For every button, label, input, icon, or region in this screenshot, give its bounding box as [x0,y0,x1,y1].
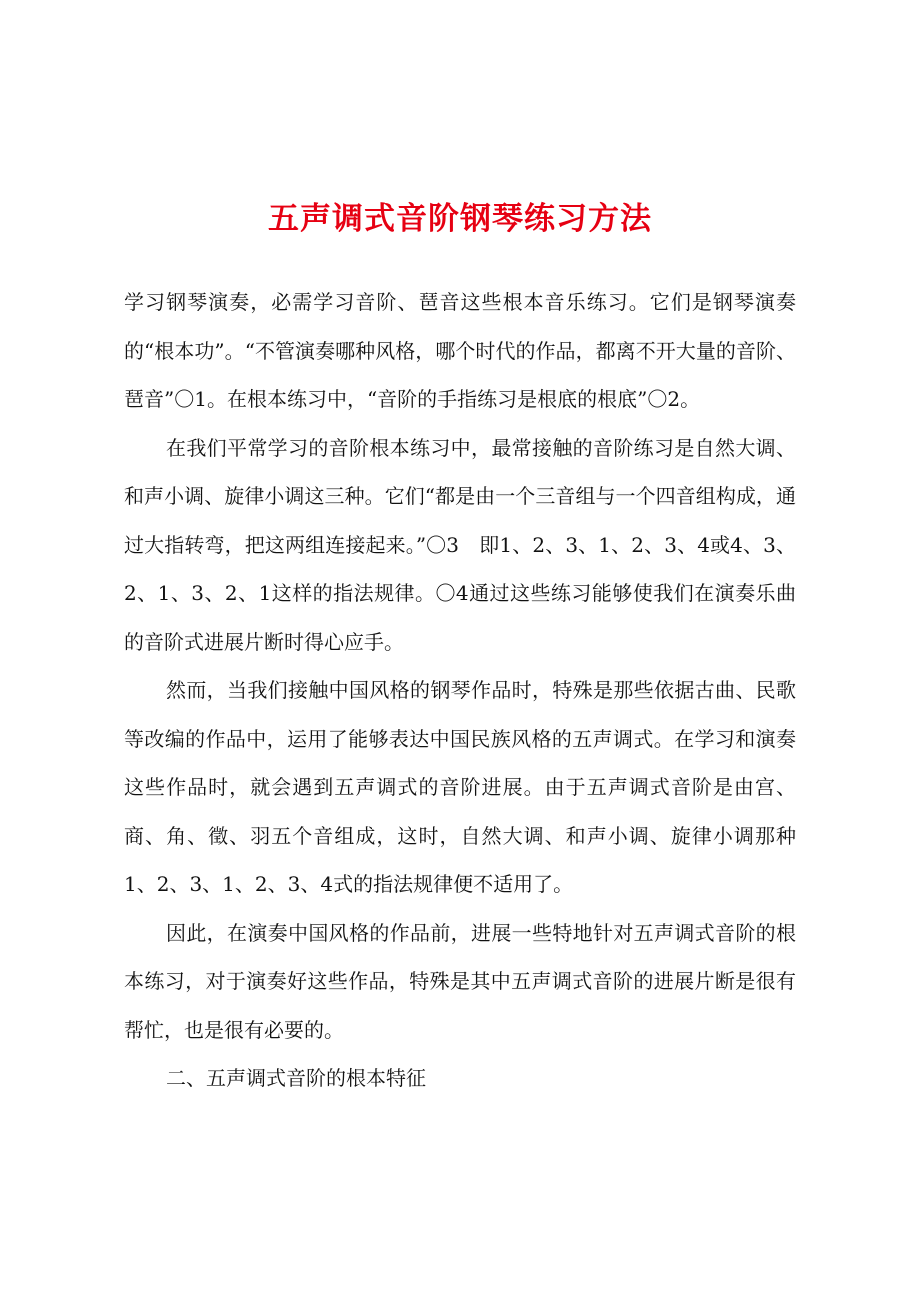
paragraph-4: 因此，在演奏中国风格的作品前，进展一些特地针对五声调式音阶的根本练习，对于演奏好这些作品，特殊是其中五声调式音阶的进展片断是很有帮忙，也是很有必要的。 [124,920,796,1042]
document-title: 五声调式音阶钢琴练习方法 [268,201,652,237]
section-heading: 二、五声调式音阶的根本特征 [166,1066,426,1090]
paragraph-1: 学习钢琴演奏，必需学习音阶、琶音这些根本音乐练习。它们是钢琴演奏的“根本功”。“不管演奏哪种风格，哪个时代的作品，都离不开大量的音阶、琶音”〇1。在根本练习中，“音阶的手指练习是根底的根底”〇2。 [124,290,796,411]
document-body [124,278,796,1103]
paragraph-2: 在我们平常学习的音阶根本练习中，最常接触的音阶练习是自然大调、和声小调、旋律小调这三种。它们“都是由一个三音组与一个四音组构成，通过大指转弯，把这两组连接起来。”〇3 即1、2、3、1、2、3、4或4、3、2、1、3、2、1这样的指法规律。〇4通过这些练习能够使我们在演奏乐曲的音阶式进展片断时得心应手。 [124,435,796,654]
paragraph-3: 然而，当我们接触中国风格的钢琴作品时，特殊是那些依据古曲、民歌等改编的作品中，运用了能够表达中国民族风格的五声调式。在学习和演奏这些作品时，就会遇到五声调式的音阶进展。由于五声调式音阶是由宫、商、角、徵、羽五个音组成，这时，自然大调、和声小调、旋律小调那种1、2、3、1、2、3、4式的指法规律便不适用了。 [124,678,796,896]
